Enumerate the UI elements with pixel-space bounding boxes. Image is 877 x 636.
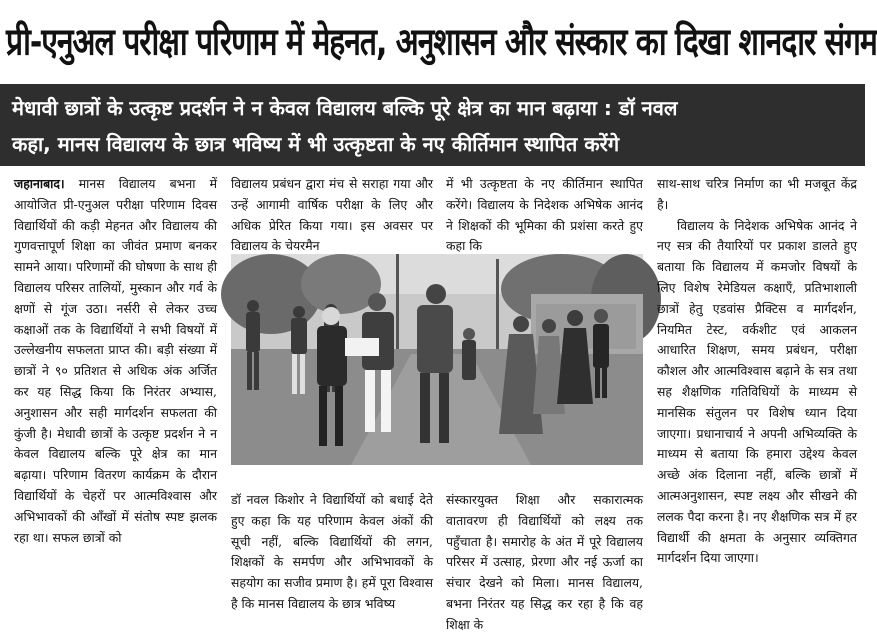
subheadline-line-1: मेधावी छात्रों के उत्कृष्ट प्रदर्शन ने न केवल विद्यालय बल्कि पूरे क्षेत्र का मान बढ़ाया : डॉ नवल bbox=[12, 96, 678, 120]
column-4-paragraph-1: साथ-साथ चरित्र निर्माण का भी मजबूत केंद्र है। bbox=[657, 176, 857, 212]
subheadline-banner bbox=[0, 84, 865, 166]
column-2-top-text: विद्यालय प्रबंधन द्वारा मंच से सराहा गया और उन्हें आगामी वार्षिक परीक्षा के लिए और अधिक प्रेरित किया गया। इस अवसर पर विद्यालय के चेयरमैन bbox=[231, 176, 433, 254]
article-column-3-bottom bbox=[446, 490, 643, 632]
column-3-bottom-text: संस्कारयुक्त शिक्षा और सकारात्मक वातावरण ही विद्यार्थियों को लक्ष्य तक पहुँचाता है। समारोह के अंत में पूरे विद्यालय परिसर में उत्साह, प्रेरणा और नई ऊर्जा का संचार देखने को मिला। मानस विद्यालय, बभना निरंतर यह सिद्ध कर रहा है कि वह शिक्षा के bbox=[446, 492, 643, 632]
column-3-top-text: में भी उत्कृष्टता के नए कीर्तिमान स्थापित करेंगे। विद्यालय के निदेशक अभिषेक आनंद ने शिक्षकों की भूमिका की प्रशंसा करते हुए कहा कि bbox=[446, 176, 643, 254]
article-column-1 bbox=[14, 174, 217, 614]
article-column-2-top bbox=[231, 174, 433, 258]
column-1-text: मानस विद्यालय बभना में आयोजित प्री-एनुअल परीक्षा परिणाम दिवस विद्यार्थियों की कड़ी मेहनत और विद्यालय की गुणवत्तापूर्ण शिक्षा का जीवंत प्रमाण बनकर सामने आया। परिणामों की घोषणा के साथ ही विद्यालय परिसर तालियों, मुस्कान और गर्व के क्षणों से गूंज उठा। नर्सरी से लेकर उच्च कक्षाओं तक के विद्यार्थियों ने सभी विषयों में उल्लेखनीय सफलता प्राप्त की। बड़ी संख्या में छात्रों ने ९० प्रतिशत से अधिक अंक अर्जित कर यह सिद्ध किया कि निरंतर अभ्यास, अनुशासन और सही मार्गदर्शन सफलता की कुंजी है। मेधावी छात्रों के उत्कृष्ट प्रदर्शन ने न केवल विद्यालय बल्कि पूरे क्षेत्र का मान बढ़ाया। परिणाम वितरण कार्यक्रम के दौरान विद्यार्थियों के चेहरों पर आत्मविश्वास और अभिभावकों की आँखों में संतोष स्पष्ट झलक रहा था। सफल छात्रों को bbox=[14, 176, 217, 545]
article-column-4 bbox=[657, 174, 857, 614]
column-2-bottom-text: डॉ नवल किशोर ने विद्यार्थियों को बधाई देते हुए कहा कि यह परिणाम केवल अंकों की सूची नहीं, बल्कि विद्यार्थियों की लगन, शिक्षकों के समर्पण और अभिभावकों के सहयोग का सजीव प्रमाण है। हमें पूरा विश्वास है कि मानस विद्यालय के छात्र भविष्य bbox=[231, 492, 433, 611]
photo-caption-space bbox=[231, 465, 643, 487]
event-photo bbox=[231, 254, 643, 465]
article-column-3-top bbox=[446, 174, 643, 258]
dateline: जहानाबाद। bbox=[14, 176, 65, 191]
headline: प्री-एनुअल परीक्षा परिणाम में मेहनत, अनुशासन और संस्कार का दिखा शानदार संगम bbox=[6, 20, 877, 65]
subheadline-line-2: कहा, मानस विद्यालय के छात्र भविष्य में भी उत्कृष्टता के नए कीर्तिमान स्थापित करेंगे bbox=[12, 132, 620, 156]
article-column-2-bottom bbox=[231, 490, 433, 616]
column-4-paragraph-2: विद्यालय के निदेशक अभिषेक आनंद ने नए सत्र की तैयारियों पर प्रकाश डालते हुए बताया कि विद्यालय में कमजोर विषयों के लिए विशेष रेमेडियल कक्षाएँ, प्रतिभाशाली छात्रों हेतु एडवांस प्रैक्टिस व मार्गदर्शन, नियमित टेस्ट, वर्कशीट एवं आकलन आधारित शिक्षण, समय प्रबंधन, परीक्षा कौशल और आत्मविश्वास बढ़ाने के सत्र तथा सह शैक्षणिक गतिविधियों के माध्यम से मानसिक संतुलन पर विशेष ध्यान दिया जाएगा। प्रधानाचार्य ने अपनी अभिव्यक्ति के माध्यम से बताया कि हमारा उद्देश्य केवल अच्छे अंक दिलाना नहीं, बल्कि छात्रों में आत्मअनुशासन, स्पष्ट लक्ष्य और सीखने की ललक पैदा करना है। नए शैक्षणिक सत्र में हर विद्यार्थी की क्षमता के अनुसार व्यक्तिगत मार्गदर्शन दिया जाएगा। bbox=[657, 217, 857, 566]
